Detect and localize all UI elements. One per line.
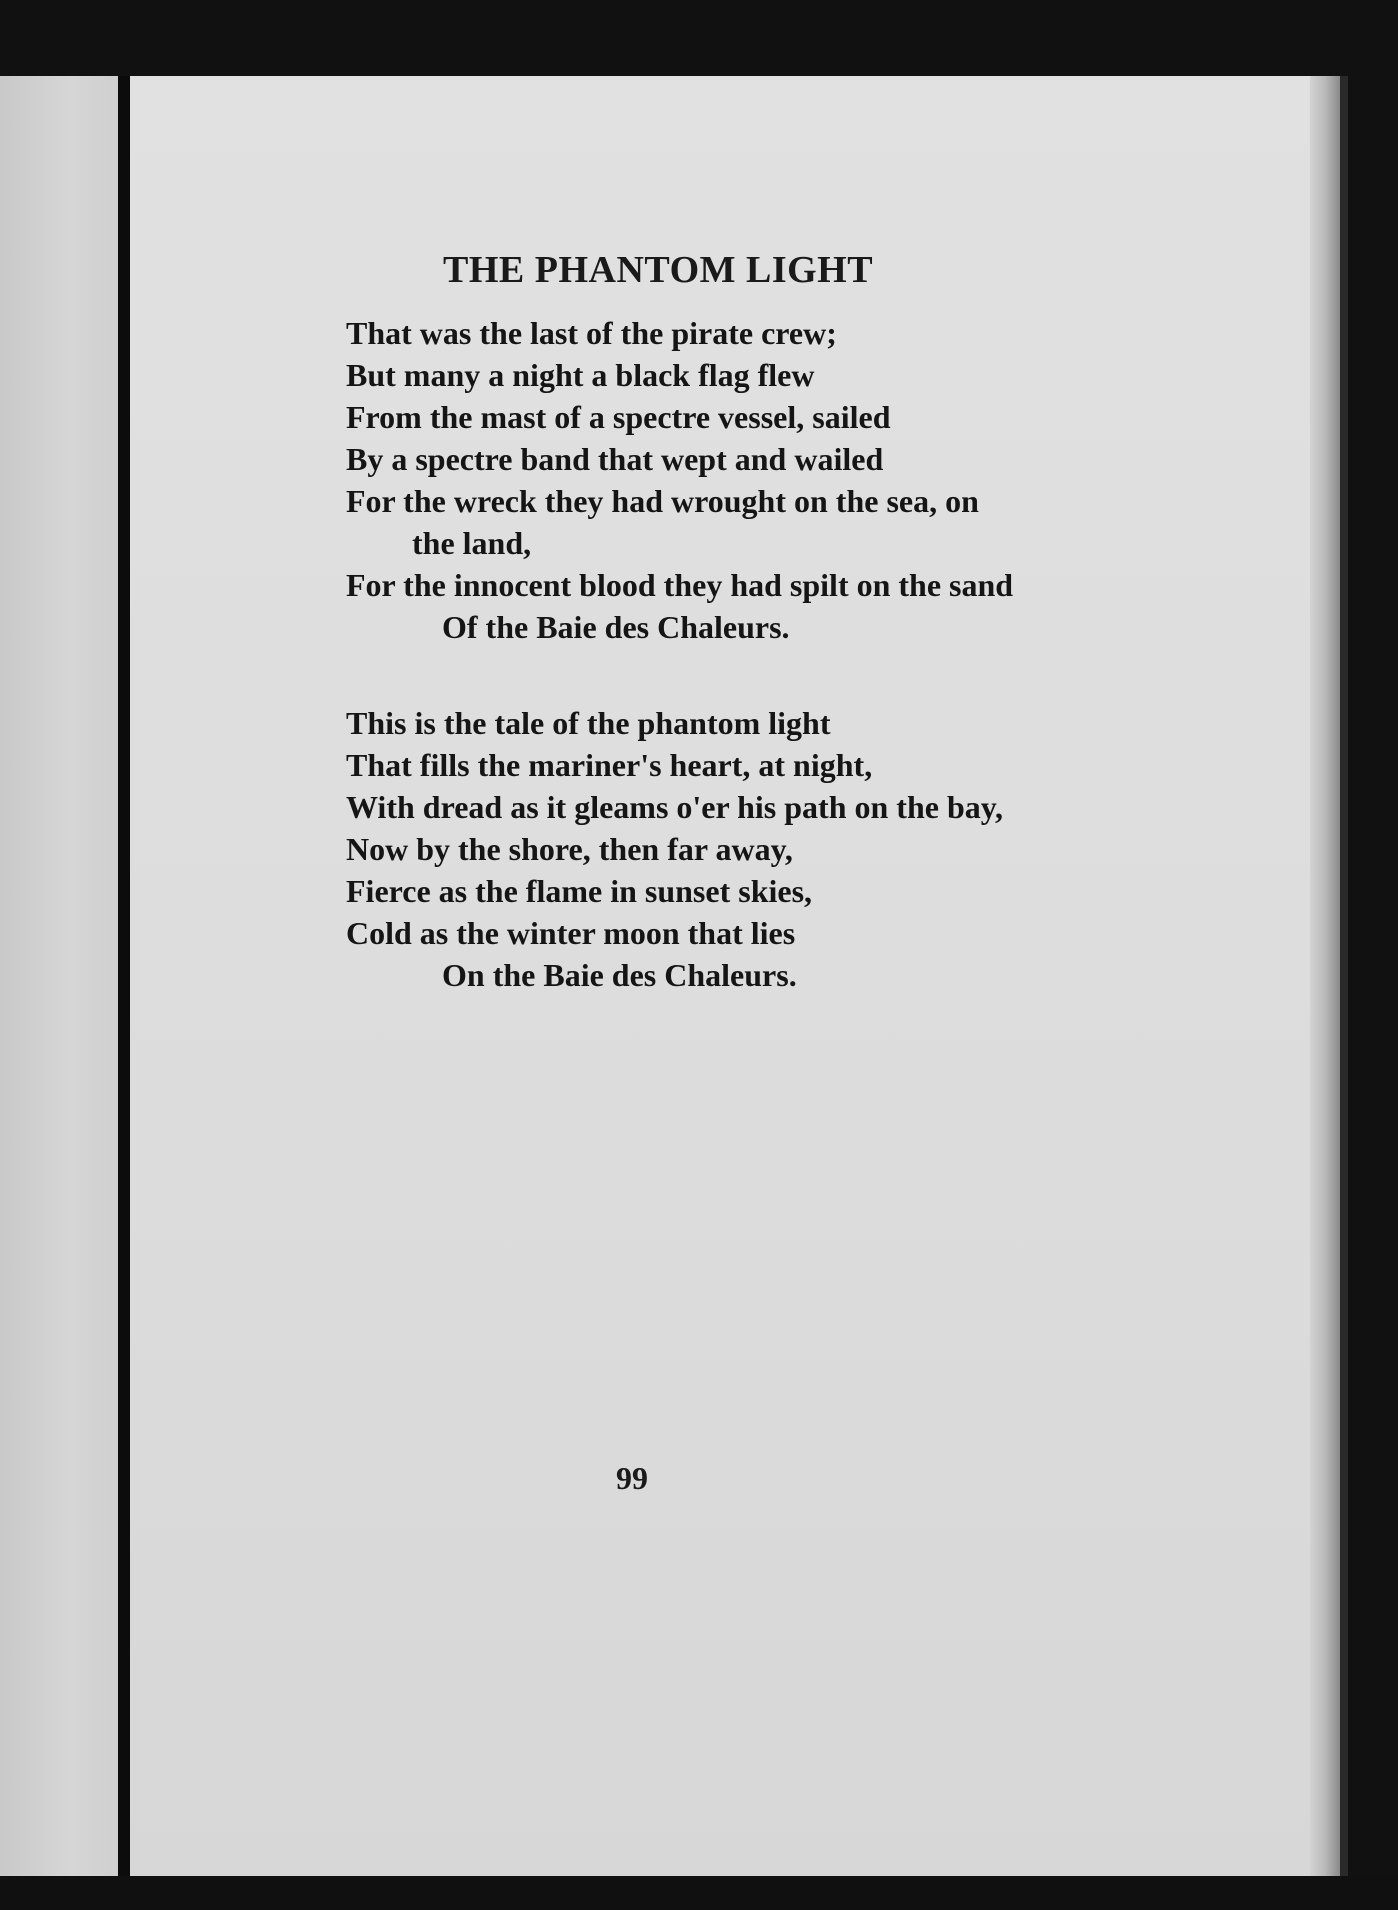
poem-line: Now by the shore, then far away, <box>346 831 793 867</box>
page-edge-shadow <box>1310 76 1340 1876</box>
poem-line: That was the last of the pirate crew; <box>346 315 837 351</box>
bottom-border <box>0 1876 1398 1910</box>
poem-refrain: Of the Baie des Chaleurs. <box>442 609 790 645</box>
poem-line: With dread as it gleams o'er his path on the bay, <box>346 789 1003 825</box>
poem-line: This is the tale of the phantom light <box>346 705 831 741</box>
poem-line: But many a night a black flag flew <box>346 357 815 393</box>
facing-page-edge <box>0 76 118 1876</box>
poem-line: Cold as the winter moon that lies <box>346 915 796 951</box>
book-gutter <box>118 76 130 1876</box>
poem-line: By a spectre band that wept and wailed <box>346 441 884 477</box>
poem-title: THE PHANTOM LIGHT <box>443 249 874 291</box>
poem-refrain: On the Baie des Chaleurs. <box>442 957 797 993</box>
poem-line: From the mast of a spectre vessel, sailed <box>346 399 891 435</box>
page-number: 99 <box>616 1460 648 1496</box>
poem-line-continuation: the land, <box>412 525 532 561</box>
poem-line: For the innocent blood they had spilt on the sand <box>346 567 1014 603</box>
stanza-2 <box>346 702 1003 996</box>
poem-line: For the wreck they had wrought on the sea, on <box>346 483 979 519</box>
poem-line: Fierce as the flame in sunset skies, <box>346 873 813 909</box>
right-border <box>1340 76 1348 1876</box>
stanza-1 <box>346 312 1013 648</box>
poem-line: That fills the mariner's heart, at night, <box>346 747 873 783</box>
